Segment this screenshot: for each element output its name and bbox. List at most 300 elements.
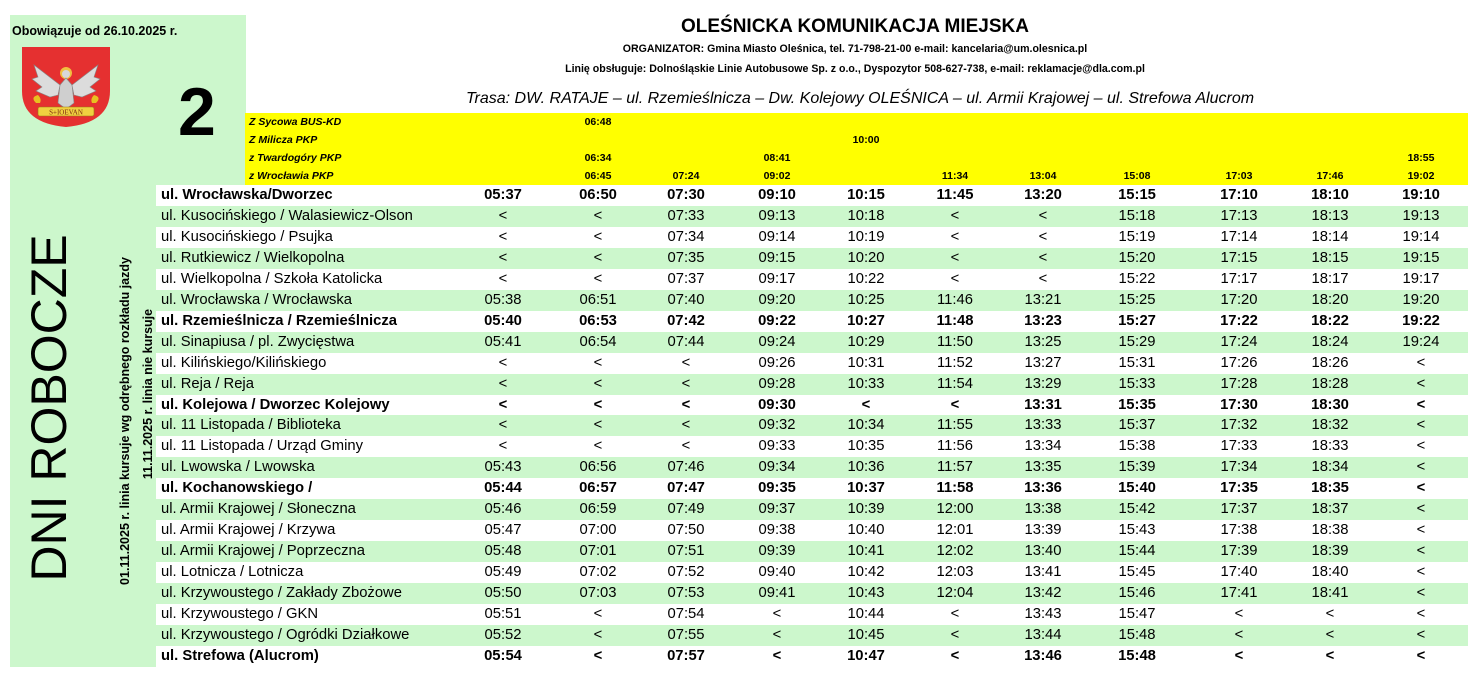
departure-time: 07:02 [579,564,617,581]
departure-time: 09:38 [758,522,796,539]
departure-time: 17:30 [1220,396,1258,413]
line-number: 2 [178,74,216,150]
stop-name: ul. 11 Listopada / Urząd Gminy [161,438,364,455]
departure-time: 11:55 [937,417,973,434]
departure-time: 07:50 [667,522,705,539]
departure-time: < [1416,438,1426,455]
departure-time: 05:40 [484,312,522,329]
departure-time: 06:53 [579,312,617,329]
connection-label: z Wrocławia PKP [249,170,334,182]
stop-name: ul. Armii Krajowej / Słoneczna [161,501,356,518]
departure-time: 17:41 [1220,585,1258,602]
departure-time: 18:37 [1311,501,1349,518]
departure-time: 17:33 [1220,438,1258,455]
departure-time: 17:14 [1220,228,1258,245]
connection-time: 17:03 [1225,170,1253,182]
departure-time: 10:34 [847,417,885,434]
departure-time: 15:27 [1118,312,1156,329]
departure-time: < [498,396,508,413]
departure-time: 15:44 [1118,543,1156,560]
departure-time: 19:14 [1402,228,1440,245]
departure-time: 07:00 [579,522,617,539]
stop-name: ul. Sinapiusa / pl. Zwycięstwa [161,333,355,350]
departure-time: 12:01 [936,522,974,539]
table-row [156,625,1468,646]
table-row [156,499,1468,520]
departure-time: 18:20 [1311,291,1349,308]
departure-time: 05:47 [484,522,522,539]
table-row [156,311,1468,332]
departure-time: < [498,354,508,371]
connection-time: 09:02 [763,170,791,182]
organizer-info: ORGANIZATOR: Gmina Miasto Oleśnica, tel. 71-798-21-00 e-mail: kancelaria@um.olesnica.pl [622,43,1088,55]
departure-time: 17:37 [1220,501,1258,518]
departure-time: < [498,249,508,266]
departure-time: 12:00 [936,501,974,518]
departure-time: 09:10 [758,187,796,203]
departure-time: 12:02 [936,543,974,560]
departure-time: < [1038,207,1048,224]
departure-time: 18:15 [1311,249,1349,266]
departure-time: < [1416,375,1426,392]
departure-time: 15:40 [1118,480,1156,497]
departure-time: 09:14 [758,228,796,245]
departure-time: < [498,375,508,392]
connection-time: 15:08 [1123,170,1151,182]
table-row [156,541,1468,562]
departure-time: 11:50 [937,333,973,350]
departure-time: 10:22 [847,270,885,287]
departure-time: 17:38 [1220,522,1258,539]
departure-time: 15:43 [1118,522,1156,539]
departure-time: 09:28 [758,375,796,392]
departure-time: 07:33 [667,207,705,224]
departure-time: 17:39 [1220,543,1258,560]
departure-time: 18:33 [1311,438,1349,455]
departure-time: 18:30 [1311,396,1349,413]
departure-time: 10:47 [847,647,885,664]
departure-time: < [593,627,603,644]
departure-time: 09:22 [758,312,796,329]
departure-time: < [772,627,782,644]
departure-time: < [593,606,603,623]
departure-time: 17:28 [1220,375,1258,392]
departure-time: 15:46 [1118,585,1156,602]
departure-time: 06:51 [579,291,617,308]
departure-time: 07:49 [667,501,705,518]
departure-time: 09:35 [758,480,796,497]
departure-time: 07:30 [667,187,705,203]
departure-time: 15:47 [1118,606,1156,623]
stop-name: ul. Wielkopolna / Szkoła Katolicka [161,270,383,287]
departure-time: < [1325,647,1335,664]
departure-time: < [1416,354,1426,371]
departure-time: 18:28 [1311,375,1349,392]
departure-time: 05:52 [484,627,522,644]
table-row [156,436,1468,457]
departure-time: 05:51 [484,606,522,623]
departure-time: 19:13 [1402,207,1440,224]
departure-time: 07:51 [667,543,705,560]
departure-time: 05:37 [484,187,522,203]
departure-time: 13:36 [1024,480,1062,497]
departure-time: 07:42 [667,312,705,329]
departure-time: < [593,354,603,371]
departure-time: 13:38 [1024,501,1062,518]
departure-time: 10:20 [847,249,885,266]
departure-time: 18:10 [1311,187,1349,203]
table-row [156,583,1468,604]
connection-time: 07:24 [672,170,700,182]
departure-time: 19:20 [1402,291,1440,308]
departure-time: < [950,249,960,266]
departure-time: 06:57 [579,480,617,497]
departure-time: 11:58 [936,480,974,497]
svg-text:S+IOEVAN: S+IOEVAN [49,108,83,117]
connection-time: 06:34 [584,152,612,164]
departure-time: 10:42 [847,564,885,581]
departure-time: 11:57 [937,459,973,476]
departure-time: < [593,438,603,455]
departure-time: 17:20 [1220,291,1258,308]
departure-time: 09:30 [758,396,796,413]
departure-time: < [681,354,691,371]
departure-time: 13:40 [1024,543,1062,560]
departure-time: 19:17 [1402,270,1440,287]
departure-time: 19:15 [1402,249,1440,266]
valid-from-date: Obowiązuje od 26.10.2025 r. [12,24,178,38]
stop-name: ul. Wrocławska/Dworzec [161,187,333,203]
departure-time: < [1234,627,1244,644]
departure-time: < [681,438,691,455]
departure-time: 10:27 [847,312,885,329]
departure-time: 18:24 [1311,333,1349,350]
departure-time: 13:41 [1024,564,1062,581]
departure-time: 06:56 [579,459,617,476]
departure-time: 09:26 [758,354,796,371]
stop-name: ul. Kusocińskiego / Walasiewicz-Olson [161,207,413,224]
table-row [156,248,1468,269]
departure-time: < [498,228,508,245]
departure-time: 18:26 [1311,354,1349,371]
departure-time: 13:27 [1024,354,1062,371]
departure-time: 09:20 [758,291,796,308]
departure-time: 09:40 [758,564,796,581]
departure-time: 09:37 [758,501,796,518]
table-row [156,206,1468,227]
stop-name: ul. Wrocławska / Wrocławska [161,291,353,308]
stop-name: ul. Kilińskiego/Kilińskiego [161,354,327,371]
departure-time: 18:35 [1311,480,1349,497]
departure-time: 10:15 [847,187,885,203]
departure-time: 17:34 [1220,459,1258,476]
departure-time: < [593,647,603,664]
departure-time: 10:43 [847,585,885,602]
connection-label: z Twardogóry PKP [249,152,342,164]
departure-time: 15:25 [1118,291,1156,308]
departure-time: 07:46 [667,459,705,476]
departure-time: < [498,417,508,434]
holiday-note-1: 01.11.2025 r. linia kursuje wg odrębnego rozkładu jazdy [118,257,132,585]
stop-name: ul. Krzywoustego / Ogródki Działkowe [161,627,410,644]
departure-time: 13:35 [1024,459,1062,476]
departure-time: 05:43 [484,459,522,476]
departure-time: 07:53 [667,585,705,602]
organization-title: OLEŚNICKA KOMUNIKACJA MIEJSKA [680,16,1029,37]
table-row [156,227,1468,248]
departure-time: 13:20 [1024,187,1062,203]
stop-name: ul. Rzemieślnicza / Rzemieślnicza [161,312,398,329]
stop-name: ul. Strefowa (Alucrom) [161,647,319,664]
departure-time: 10:41 [847,543,885,560]
departure-time: 12:04 [936,585,974,602]
table-row [156,562,1468,583]
departure-time: 15:35 [1118,396,1156,413]
departure-time: 15:15 [1118,187,1156,203]
table-row [156,185,1468,206]
departure-time: 13:31 [1024,396,1062,413]
departure-time: 15:48 [1118,647,1156,664]
departure-time: 15:37 [1118,417,1156,434]
departure-time: < [1325,627,1335,644]
departure-time: < [1416,627,1426,644]
departure-time: 07:44 [667,333,705,350]
departure-time: 18:34 [1311,459,1349,476]
departure-time: 15:22 [1118,270,1156,287]
departure-time: 15:38 [1118,438,1156,455]
table-row [156,332,1468,353]
departure-time: 17:40 [1220,564,1258,581]
departure-time: 13:46 [1024,647,1062,664]
departure-time: 17:10 [1220,187,1258,203]
stop-name: ul. 11 Listopada / Biblioteka [161,417,341,434]
departure-time: < [593,375,603,392]
departure-time: 05:48 [484,543,522,560]
departure-time: 10:25 [847,291,885,308]
departure-time: < [593,249,603,266]
holiday-note-2: 11.11.2025 r. linia nie kursuje [141,308,155,480]
connection-time: 10:00 [852,134,880,146]
departure-time: 13:25 [1024,333,1062,350]
departure-time: < [1416,564,1426,581]
departure-time: < [950,207,960,224]
stop-name: ul. Reja / Reja [161,375,254,392]
departure-time: 17:17 [1220,270,1258,287]
table-row [156,290,1468,311]
departure-time: 05:54 [484,647,522,664]
table-row [156,478,1468,499]
departure-time: < [1038,228,1048,245]
departure-time: 07:35 [667,249,705,266]
departure-time: 15:39 [1118,459,1156,476]
departure-time: 11:52 [937,354,973,371]
departure-time: 10:18 [847,207,885,224]
departure-time: 05:46 [484,501,522,518]
departure-time: 15:20 [1118,249,1156,266]
departure-time: < [950,647,960,664]
departure-time: 10:29 [847,333,885,350]
city-crest-icon [20,45,112,129]
departure-time: 19:22 [1402,312,1440,329]
departure-time: 17:22 [1220,312,1258,329]
stop-name: ul. Kochanowskiego / [161,480,313,497]
departure-time: < [1038,270,1048,287]
departure-time: 11:48 [936,312,974,329]
departure-time: 10:39 [847,501,885,518]
departure-time: 13:33 [1024,417,1062,434]
connection-time: 11:34 [941,170,969,182]
departure-time: < [593,270,603,287]
departure-time: 09:15 [758,249,796,266]
departure-time: 09:17 [758,270,796,287]
departure-time: 07:01 [579,543,617,560]
departure-time: 13:21 [1024,291,1062,308]
connection-time: 13:04 [1029,170,1057,182]
connection-time: 06:45 [584,170,612,182]
departure-time: 19:24 [1402,333,1440,350]
departure-time: 05:44 [484,480,522,497]
departure-time: 05:50 [484,585,522,602]
departure-time: < [498,207,508,224]
table-row [156,646,1468,667]
departure-time: < [1416,585,1426,602]
departure-time: 11:46 [937,291,973,308]
departure-time: 10:19 [847,228,885,245]
departure-time: 07:52 [667,564,705,581]
departure-time: < [950,396,960,413]
departure-time: 17:26 [1220,354,1258,371]
departure-time: 15:48 [1118,627,1156,644]
departure-time: 17:24 [1220,333,1258,350]
departure-time: < [593,396,603,413]
departure-time: 13:39 [1024,522,1062,539]
stop-name: ul. Krzywoustego / Zakłady Zbożowe [161,585,402,602]
table-row [156,374,1468,395]
table-row [156,395,1468,416]
service-days-label: DNI ROBOCZE [21,234,77,582]
departure-time: 17:32 [1220,417,1258,434]
connection-time: 17:46 [1316,170,1344,182]
departure-time: 19:10 [1402,187,1440,203]
departure-time: 10:45 [847,627,885,644]
departure-time: 09:33 [758,438,796,455]
stop-name: ul. Lwowska / Lwowska [161,459,315,476]
departure-time: 10:35 [847,438,885,455]
departure-time: 18:38 [1311,522,1349,539]
departure-time: < [950,270,960,287]
departure-time: 15:31 [1118,354,1156,371]
departure-time: 13:23 [1024,312,1062,329]
departure-time: 15:42 [1118,501,1156,518]
stop-name: ul. Kusocińskiego / Psujka [161,228,333,245]
table-row [156,415,1468,436]
departure-time: 09:41 [758,585,796,602]
departure-time: 09:24 [758,333,796,350]
departure-time: < [1416,522,1426,539]
departure-time: < [1416,543,1426,560]
departure-time: 13:43 [1024,606,1062,623]
departure-time: 18:13 [1311,207,1349,224]
departure-time: 13:29 [1024,375,1062,392]
stop-name: ul. Armii Krajowej / Krzywa [161,522,336,539]
departure-time: < [1325,606,1335,623]
departure-time: < [1234,606,1244,623]
departure-time: < [681,375,691,392]
departure-time: 17:13 [1220,207,1258,224]
departure-time: 13:34 [1024,438,1062,455]
connection-time: 19:02 [1407,170,1435,182]
departure-time: < [950,627,960,644]
departure-time: 11:56 [937,438,973,455]
departure-time: 06:50 [579,187,617,203]
departure-time: 07:34 [667,228,705,245]
route-description: Trasa: DW. RATAJE – ul. Rzemieślnicza – Dw. Kolejowy OLEŚNICA – ul. Armii Krajowej – ul. Strefowa Alucrom [465,90,1255,107]
departure-time: 12:03 [936,564,974,581]
connection-row [245,152,1468,170]
departure-time: 05:41 [484,333,522,350]
departure-time: 18:41 [1311,585,1349,602]
connection-label: Z Milicza PKP [249,134,318,146]
stop-name: ul. Armii Krajowej / Poprzeczna [161,543,365,560]
connection-label: Z Sycowa BUS-KD [249,116,342,128]
departure-time: 18:17 [1311,270,1349,287]
departure-time: < [681,417,691,434]
departure-time: < [1416,647,1426,664]
departure-time: 06:54 [579,333,617,350]
stop-name: ul. Lotnicza / Lotnicza [161,564,304,581]
table-row [156,457,1468,478]
departure-time: 18:22 [1311,312,1349,329]
departure-time: 10:37 [847,480,885,497]
departure-time: 09:39 [758,543,796,560]
departure-time: 07:03 [579,585,617,602]
connection-time: 06:48 [584,116,612,128]
departure-time: 11:54 [937,375,973,392]
departure-time: 15:33 [1118,375,1156,392]
departure-time: 09:34 [758,459,796,476]
departure-time: 15:45 [1118,564,1156,581]
connection-time: 08:41 [763,152,791,164]
departure-time: < [593,417,603,434]
departure-time: < [1416,480,1426,497]
departure-time: 09:13 [758,207,796,224]
departure-time: < [593,228,603,245]
connection-row [245,134,1468,152]
table-row [156,269,1468,290]
departure-time: 10:33 [847,375,885,392]
departure-time: 07:40 [667,291,705,308]
departure-time: 10:44 [847,606,885,623]
connection-time: 18:55 [1407,152,1435,164]
departure-time: 18:32 [1311,417,1349,434]
departure-time: < [950,228,960,245]
departure-time: 11:45 [936,187,974,203]
connections-panel [245,113,1468,185]
departure-time: 15:18 [1118,207,1156,224]
departure-time: < [498,438,508,455]
departure-time: 18:40 [1311,564,1349,581]
departure-time: < [1416,459,1426,476]
departure-time: 17:35 [1220,480,1258,497]
departure-time: 09:32 [758,417,796,434]
departure-time: 13:44 [1024,627,1062,644]
connection-row [245,116,1468,134]
stop-name: ul. Kolejowa / Dworzec Kolejowy [161,396,390,413]
operator-info: Linię obsługuje: Dolnośląskie Linie Autobusowe Sp. z o.o., Dyspozytor 508-627-738, e-mail: reklamacje@dla.com.pl [565,63,1145,75]
departure-time: 18:14 [1311,228,1349,245]
departure-time: < [1038,249,1048,266]
departure-time: 05:38 [484,291,522,308]
